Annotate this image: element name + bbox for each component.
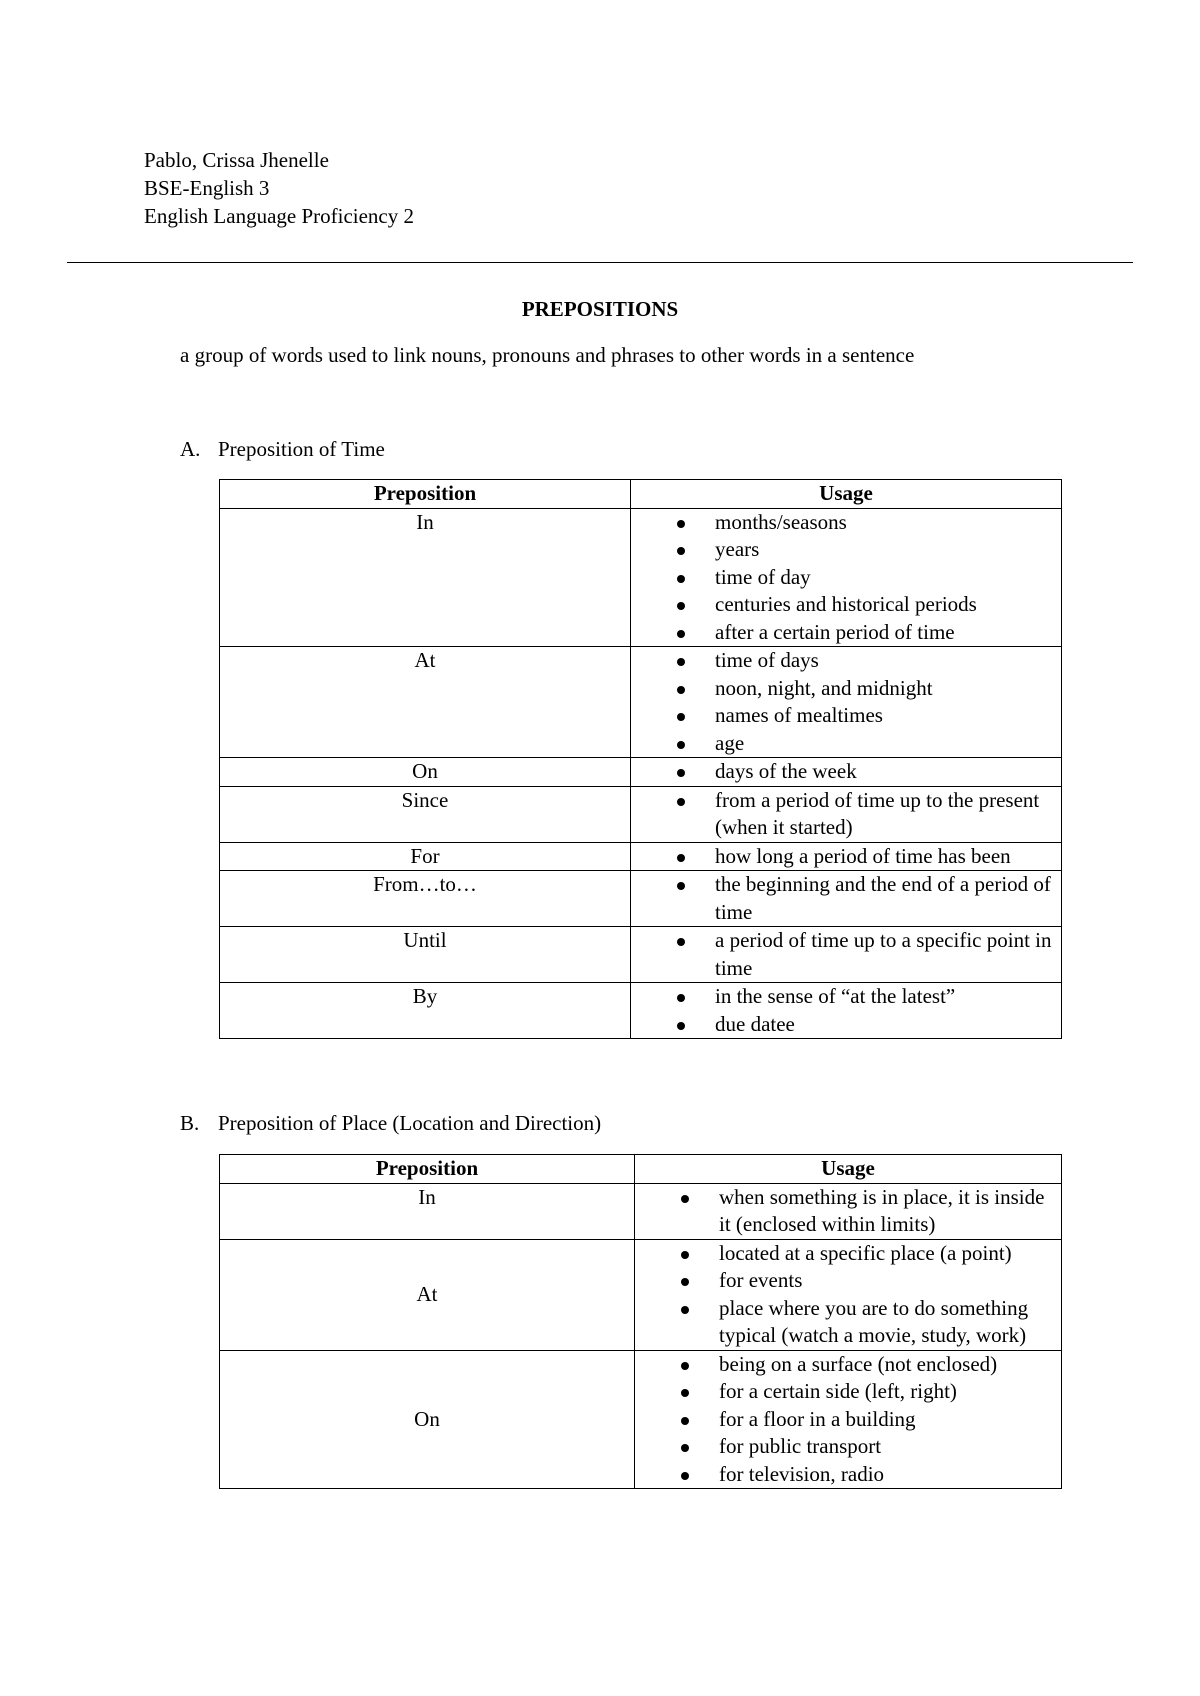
section-heading-time <box>180 435 385 463</box>
usage-cell <box>635 1239 1062 1350</box>
author-header <box>144 146 414 230</box>
definition-text: a group of words used to link nouns, pronouns and phrases to other words in a sentence <box>180 343 915 367</box>
section-title: Preposition of Time <box>218 437 385 461</box>
usage-list <box>631 758 1061 786</box>
usage-cell <box>631 786 1062 842</box>
usage-item: noon, night, and midnight <box>631 675 1061 703</box>
table-row <box>220 842 1062 871</box>
course-label: BSE-English 3 <box>144 176 270 200</box>
usage-list <box>631 509 1061 647</box>
usage-list <box>635 1184 1061 1239</box>
preposition-cell: On <box>220 758 631 787</box>
table-row <box>220 927 1062 983</box>
usage-cell <box>631 871 1062 927</box>
column-header-usage: Usage <box>631 480 1062 509</box>
table-row <box>220 647 1062 758</box>
usage-item: a period of time up to a specific point in time <box>631 927 1061 982</box>
preposition-cell: In <box>220 1183 635 1239</box>
table-row <box>220 1350 1062 1489</box>
preposition-cell: From…to… <box>220 871 631 927</box>
section-title: Preposition of Place (Location and Direction) <box>218 1111 602 1135</box>
usage-item: the beginning and the end of a period of time <box>631 871 1061 926</box>
usage-cell <box>631 842 1062 871</box>
usage-list <box>631 843 1061 871</box>
time-prepositions-table <box>219 479 1062 1039</box>
section-letter: A. <box>180 437 201 461</box>
usage-item: located at a specific place (a point) <box>635 1240 1061 1268</box>
usage-list <box>635 1240 1061 1350</box>
table-row <box>220 1239 1062 1350</box>
usage-list <box>631 983 1061 1038</box>
table-row <box>220 983 1062 1039</box>
usage-list <box>631 647 1061 757</box>
usage-cell <box>631 508 1062 647</box>
usage-cell <box>635 1350 1062 1489</box>
section-heading-place <box>180 1109 601 1137</box>
header-divider <box>67 262 1133 263</box>
usage-item: due datee <box>631 1011 1061 1039</box>
usage-item: being on a surface (not enclosed) <box>635 1351 1061 1379</box>
usage-item: for events <box>635 1267 1061 1295</box>
usage-item: for a floor in a building <box>635 1406 1061 1434</box>
usage-item: months/seasons <box>631 509 1061 537</box>
document-title: PREPOSITIONS <box>521 297 679 321</box>
usage-item: time of day <box>631 564 1061 592</box>
usage-cell <box>631 758 1062 787</box>
column-header-preposition: Preposition <box>220 1155 635 1184</box>
table-row <box>220 786 1062 842</box>
usage-list <box>631 871 1061 926</box>
table-row <box>220 758 1062 787</box>
usage-item: from a period of time up to the present (when it started) <box>631 787 1061 842</box>
preposition-cell: At <box>220 1239 635 1350</box>
usage-item: in the sense of “at the latest” <box>631 983 1061 1011</box>
usage-item: when something is in place, it is inside it (enclosed within limits) <box>635 1184 1061 1239</box>
usage-item: for television, radio <box>635 1461 1061 1489</box>
usage-item: days of the week <box>631 758 1061 786</box>
usage-item: for public transport <box>635 1433 1061 1461</box>
usage-item: centuries and historical periods <box>631 591 1061 619</box>
usage-list <box>635 1351 1061 1489</box>
usage-list <box>631 927 1061 982</box>
preposition-cell: For <box>220 842 631 871</box>
usage-item: age <box>631 730 1061 758</box>
preposition-cell: Until <box>220 927 631 983</box>
column-header-preposition: Preposition <box>220 480 631 509</box>
preposition-cell: Since <box>220 786 631 842</box>
table-row <box>220 1183 1062 1239</box>
table-header-row <box>220 1155 1062 1184</box>
table-row <box>220 508 1062 647</box>
usage-item: place where you are to do something typical (watch a movie, study, work) <box>635 1295 1061 1350</box>
subject-label: English Language Proficiency 2 <box>144 204 415 228</box>
usage-item: names of mealtimes <box>631 702 1061 730</box>
preposition-cell: At <box>220 647 631 758</box>
usage-cell <box>635 1183 1062 1239</box>
table-row <box>220 871 1062 927</box>
student-name: Pablo, Crissa Jhenelle <box>144 148 329 172</box>
usage-item: years <box>631 536 1061 564</box>
usage-list <box>631 787 1061 842</box>
column-header-usage: Usage <box>635 1155 1062 1184</box>
usage-item: for a certain side (left, right) <box>635 1378 1061 1406</box>
table-header-row <box>220 480 1062 509</box>
preposition-cell: In <box>220 508 631 647</box>
usage-item: time of days <box>631 647 1061 675</box>
usage-cell <box>631 983 1062 1039</box>
section-letter: B. <box>180 1111 200 1135</box>
usage-item: after a certain period of time <box>631 619 1061 647</box>
usage-cell <box>631 647 1062 758</box>
place-prepositions-table <box>219 1154 1062 1489</box>
usage-cell <box>631 927 1062 983</box>
usage-item: how long a period of time has been <box>631 843 1061 871</box>
preposition-cell: On <box>220 1350 635 1489</box>
preposition-cell: By <box>220 983 631 1039</box>
